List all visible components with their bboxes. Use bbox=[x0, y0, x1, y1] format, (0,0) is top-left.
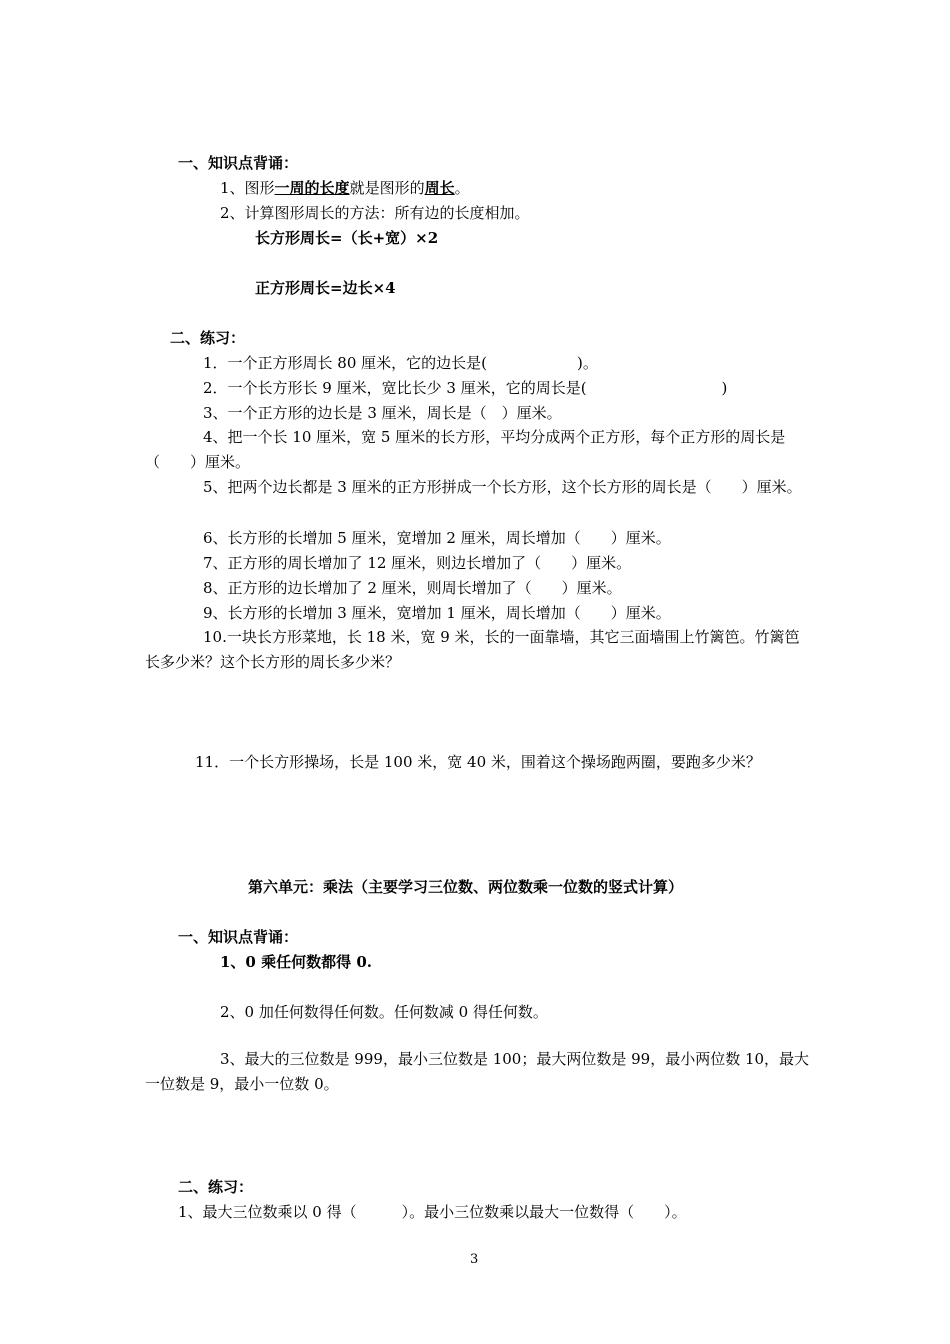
knowledge-point-1: 1、0 乘任何数都得 0. bbox=[220, 953, 372, 971]
question: 1、最大三位数乘以 0 得（ ）。最小三位数乘以最大一位数得（ ）。 bbox=[178, 1203, 687, 1221]
formula-rectangle: 长方形周长=（长+宽）×2 bbox=[255, 229, 439, 247]
formula-square: 正方形周长=边长×4 bbox=[255, 279, 396, 297]
question: 7、正方形的周长增加了 12 厘米，则边长增加了（ ）厘米。 bbox=[203, 554, 632, 572]
practice1-heading: 二、练习： bbox=[170, 329, 246, 347]
page-number: 3 bbox=[470, 1252, 479, 1267]
unit-title: 第六单元：乘法（主要学习三位数、两位数乘一位数的竖式计算） bbox=[248, 878, 684, 896]
knowledge-point-2: 2、计算图形周长的方法：所有边的长度相加。 bbox=[220, 204, 530, 222]
question: 5、把两个边长都是 3 厘米的正方形拼成一个长方形，这个长方形的周长是（ ）厘米。 bbox=[203, 478, 802, 496]
knowledge-point-3: 3、最大的三位数是 999，最小三位数是 100；最大两位数是 99，最小两位数 10，最大一位数是 9，最小一位数 0。 bbox=[145, 1050, 810, 1093]
question: 10.一块长方形菜地，长 18 米，宽 9 米，长的一面靠墙，其它三面墙围上竹篱笆。竹篱笆长多少米？这个长方形的周长多少米？ bbox=[145, 628, 800, 671]
knowledge-point-2: 2、0 加任何数得任何数。任何数减 0 得任何数。 bbox=[220, 1003, 548, 1021]
question: 4、把一个长 10 厘米，宽 5 厘米的长方形，平均分成两个正方形，每个正方形的周长是（ ）厘米。 bbox=[145, 428, 786, 471]
section1-heading: 一、知识点背诵： bbox=[178, 154, 299, 172]
question: 8、正方形的边长增加了 2 厘米，则周长增加了（ ）厘米。 bbox=[203, 579, 622, 597]
question: 2．一个长方形长 9 厘米，宽比长少 3 厘米，它的周长是( ) bbox=[203, 379, 728, 397]
question: 9、长方形的长增加 3 厘米，宽增加 1 厘米，周长增加（ ）厘米。 bbox=[203, 604, 671, 622]
underlined-term: 周长 bbox=[424, 179, 455, 197]
unit6-heading: 一、知识点背诵： bbox=[178, 928, 299, 946]
question: 11．一个长方形操场，长是 100 米，宽 40 米，围着这个操场跑两圈，要跑多少米？ bbox=[195, 753, 761, 771]
question: 3、一个正方形的边长是 3 厘米，周长是（ ）厘米。 bbox=[203, 404, 562, 422]
underlined-term: 一周的长度 bbox=[274, 179, 350, 197]
knowledge-point-1: 1、图形一周的长度就是图形的周长。 bbox=[220, 179, 470, 197]
question: 1．一个正方形周长 80 厘米，它的边长是( )。 bbox=[203, 354, 598, 372]
practice2-heading: 二、练习： bbox=[178, 1178, 254, 1196]
question: 6、长方形的长增加 5 厘米，宽增加 2 厘米，周长增加（ ）厘米。 bbox=[203, 529, 671, 547]
